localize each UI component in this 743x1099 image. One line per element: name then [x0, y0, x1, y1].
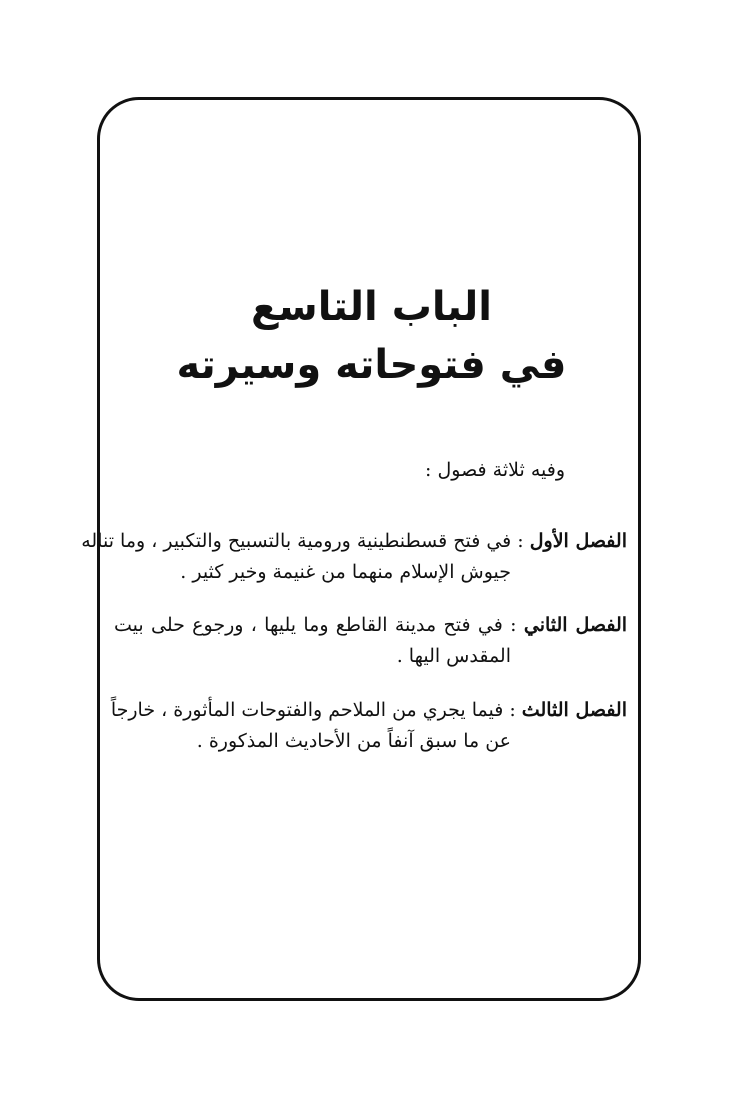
section-3-text-line-1: : فيما يجري من الملاحم والفتوحات المأثورة ، خارجاً [110, 699, 516, 721]
chapter-heading-line-1: الباب التاسع [251, 284, 492, 330]
section-3-first-line [110, 695, 627, 726]
section-2-first-line [114, 610, 627, 641]
section-1-label: الفصل الأول [529, 530, 627, 552]
section-2-label: الفصل الثاني [523, 614, 628, 636]
section-3 [110, 695, 627, 757]
section-2 [114, 610, 627, 672]
section-3-text-line-2: عن ما سبق آنفاً من الأحاديث المذكورة . [196, 730, 511, 752]
section-2-text-line-1: : في فتح مدينة القاطع وما يليها ، ورجوع حلى بيت [114, 614, 517, 636]
section-1-first-line [81, 526, 627, 557]
section-2-text-line-2: المقدس اليها . [396, 645, 511, 667]
section-3-label: الفصل الثالث [521, 699, 627, 721]
intro-text: وفيه ثلاثة فصول : [425, 459, 565, 481]
section-1-text-line-1: : في فتح قسطنطينية ورومية بالتسبيح والتكبير ، وما تناله [81, 530, 524, 552]
chapter-heading-line-2: في فتوحاته وسيرته [176, 342, 567, 388]
section-1 [81, 526, 627, 588]
section-1-text-line-2: جيوش الإسلام منهما من غنيمة وخير كثير . [180, 561, 511, 583]
